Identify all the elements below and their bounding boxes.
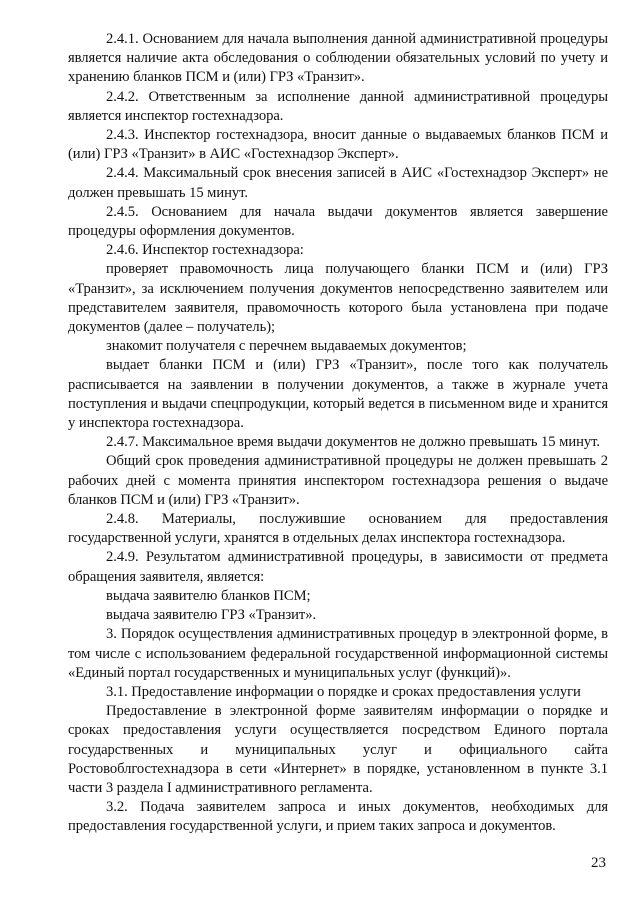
paragraph-3: 3. Порядок осуществления административных процедур в электронной форме, в том числе с использованием федеральной государственной информационной системы «Единый портал государственных и муниципальных услуг (функций)». <box>68 626 608 681</box>
paragraph-2-4-3: 2.4.3. Инспектор гостехнадзора, вносит данные о выдаваемых бланков ПСМ и (или) ГРЗ «Транзит» в АИС «Гостехнадзор Эксперт». <box>68 127 608 163</box>
paragraph-3-1: 3.1. Предоставление информации о порядке и сроках предоставления услуги <box>106 683 581 700</box>
page-number: 23 <box>591 855 606 871</box>
paragraph-issue-forms: выдает бланки ПСМ и (или) ГРЗ «Транзит», после того как получатель расписывается на заявлении в получении документов, а также в журнале учета поступления и выдачи спецпродукции, который ведется в письменном виде и хранится у инспектора гостехнадзора. <box>68 357 608 432</box>
paragraph-2-4-2: 2.4.2. Ответственным за исполнение данной административной процедуры является инспектор гостехнадзора. <box>68 88 608 124</box>
paragraph-2-4-8: 2.4.8. Материалы, послужившие основанием для предоставления государственной услуги, хранятся в отдельных делах инспектора гостехнадзора. <box>68 511 608 547</box>
paragraph-3-2: 3.2. Подача заявителем запроса и иных документов, необходимых для предоставления государственной услуги, и прием таких запроса и документов. <box>68 799 608 835</box>
paragraph-2-4-9: 2.4.9. Результатом административной процедуры, в зависимости от предмета обращения заявителя, является: <box>68 549 608 585</box>
paragraph-2-4-5: 2.4.5. Основанием для начала выдачи документов является завершение процедуры оформления документов. <box>68 203 608 240</box>
paragraph-issue-grz: выдача заявителю ГРЗ «Транзит». <box>106 607 317 624</box>
paragraph-check-recipient: проверяет правомочность лица получающего бланки ПСМ и (или) ГРЗ «Транзит», за исключением получения документов непосредственно заявителем или представителем заявителя, правомочность которого была установлена при подаче документов (далее – получатель); <box>68 261 608 336</box>
paragraph-2-4-7: 2.4.7. Максимальное время выдачи документов не должно превышать 15 минут. <box>106 434 600 451</box>
paragraph-2-4-1: 2.4.1. Основанием для начала выполнения данной административной процедуры является наличие акта обследования о соблюдении обязательных условий по учету и хранению бланков ПСМ и (или) ГРЗ «Транзит». <box>68 31 608 86</box>
paragraph-issue-psm: выдача заявителю бланков ПСМ; <box>106 587 311 604</box>
paragraph-introduce-list: знакомит получателя с перечнем выдаваемых документов; <box>106 338 467 355</box>
document-page <box>68 30 608 837</box>
paragraph-electronic-info: Предоставление в электронной форме заявителям информации о порядке и сроках предоставления услуги осуществляется посредством Единого портала государственных и муниципальных услуг и официального сайта Ростовоблгостехнадзора в сети «Интернет» в порядке, установленном в пункте 3.1 части 3 раздела I административного регламента. <box>68 703 608 796</box>
paragraph-total-term: Общий срок проведения административной процедуры не должен превышать 2 рабочих дней с момента принятия инспектором гостехнадзора решения о выдаче бланков ПСМ и (или) ГРЗ «Транзит». <box>68 453 608 508</box>
paragraph-2-4-6: 2.4.6. Инспектор гостехнадзора: <box>106 242 304 259</box>
paragraph-2-4-4: 2.4.4. Максимальный срок внесения записей в АИС «Гостехнадзор Эксперт» не должен превышать 15 минут. <box>68 165 608 201</box>
